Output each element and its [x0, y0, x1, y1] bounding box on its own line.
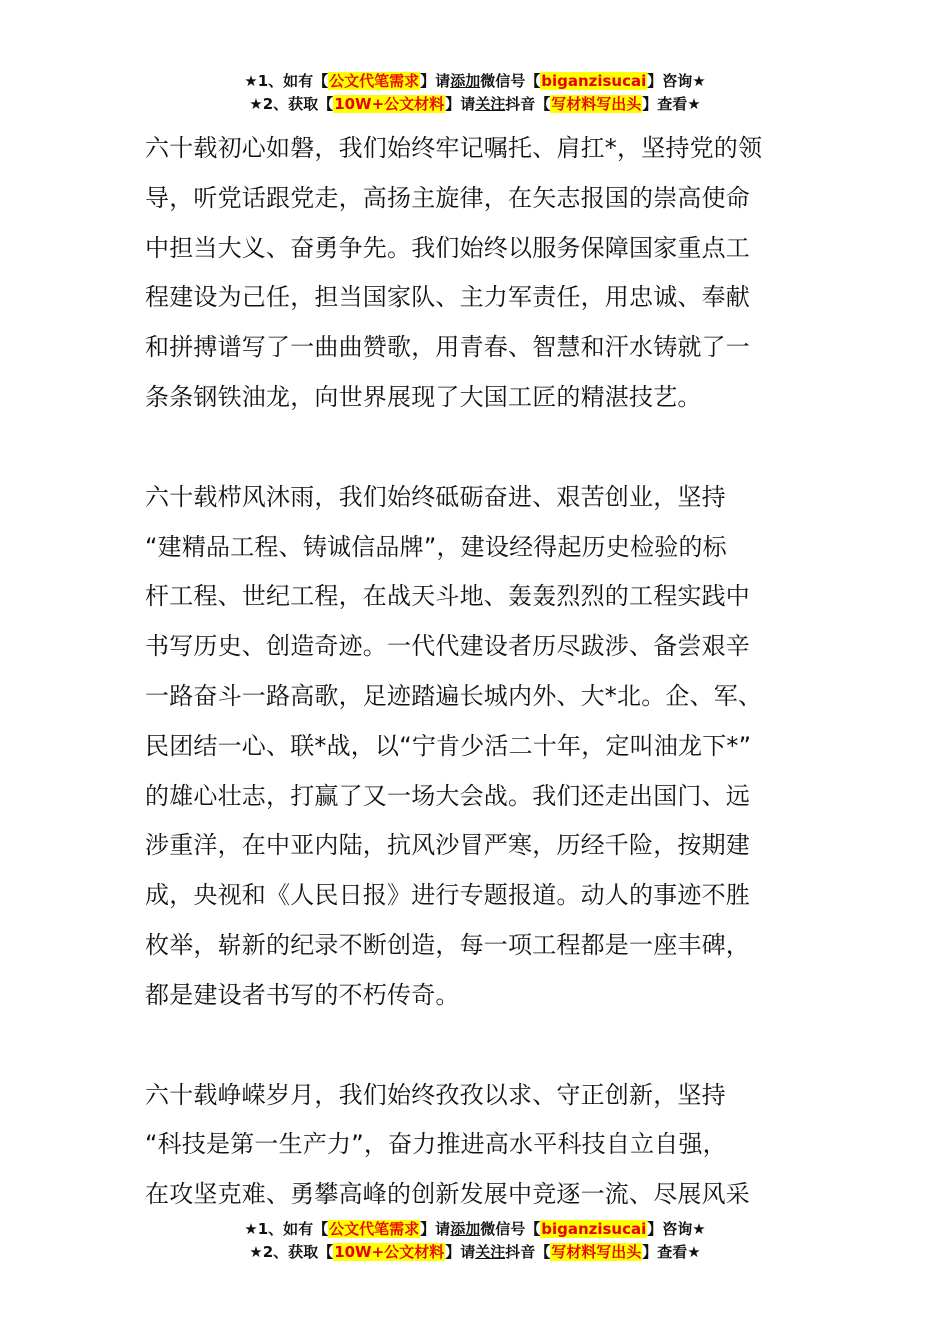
text-line: 程建设为己任，担当国家队、主力军责任，用忠诚、奉献: [145, 283, 750, 312]
text-line: 和拼搏谱写了一曲曲赞歌，用青春、智慧和汗水铸就了一: [145, 333, 750, 362]
text-line: 涉重洋，在中亚内陆，抗风沙冒严寒，历经千险，按期建: [145, 831, 750, 860]
banner-text: 】请: [445, 95, 476, 113]
text-line: 杆工程、世纪工程，在战天斗地、轰轰烈烈的工程实践中: [145, 582, 750, 611]
banner-underlined: 添加: [450, 72, 481, 90]
banner-highlight: 写材料写出头: [551, 1243, 642, 1261]
text-line: 一路奋斗一路高歌，足迹踏遍长城内外、大*北。企、军、: [145, 681, 763, 710]
text-line: 都是建设者书写的不朽传奇。: [145, 980, 460, 1009]
banner-line-2: [0, 1241, 950, 1264]
banner-highlight: biganzisucai: [541, 72, 647, 90]
text-line: 在攻坚克难、勇攀高峰的创新发展中竞逐一流、尽展风采: [145, 1180, 750, 1209]
paragraph-1: [145, 124, 810, 423]
banner-text: 】请: [445, 1243, 476, 1261]
banner-underlined: 关注: [475, 1243, 506, 1261]
text-line: 中担当大义、奋勇争先。我们始终以服务保障国家重点工: [145, 233, 750, 262]
text-line: 六十载栉风沐雨，我们始终砥砺奋进、艰苦创业，坚持: [145, 482, 726, 511]
text-line: “建精品工程、铸诚信品牌”，建设经得起历史检验的标: [145, 532, 727, 561]
text-line: 书写历史、创造奇迹。一代代建设者历尽跋涉、备尝艰辛: [145, 632, 750, 661]
star-icon: ★: [244, 72, 258, 90]
banner-text: 】咨询★: [647, 1220, 706, 1238]
banner-text: 1、如有【: [257, 1220, 329, 1238]
banner-text: 】请: [420, 1220, 451, 1238]
banner-text: 1、如有【: [257, 72, 329, 90]
banner-text: 微信号【: [480, 72, 541, 90]
banner-text: 抖音【: [505, 1243, 551, 1261]
banner-text: 2、获取【: [262, 95, 334, 113]
banner-highlight: 公文代笔需求: [329, 1220, 420, 1238]
text-line: 民团结一心、联*战，以“宁肯少活二十年，定叫油龙下*”: [145, 731, 752, 760]
banner-highlight: biganzisucai: [541, 1220, 647, 1238]
banner-line-1: [0, 70, 950, 93]
text-line: “科技是第一生产力”，奋力推进高水平科技自立自强，: [145, 1130, 727, 1159]
banner-line-1: [0, 1218, 950, 1241]
star-icon: ★: [249, 95, 263, 113]
banner-line-2: [0, 93, 950, 116]
text-line: 条条钢铁油龙，向世界展现了大国工匠的精湛技艺。: [145, 382, 702, 411]
text-line: 导，听党话跟党走，高扬主旋律，在矢志报国的崇高使命: [145, 183, 750, 212]
banner-highlight: 10W+公文材料: [334, 95, 445, 113]
banner-text: 抖音【: [505, 95, 551, 113]
text-line: 枚举，崭新的纪录不断创造，每一项工程都是一座丰碑，: [145, 930, 750, 959]
banner-text: 】查看★: [642, 1243, 701, 1261]
banner-text: 】查看★: [642, 95, 701, 113]
top-banner: [0, 70, 950, 116]
banner-text: 】咨询★: [647, 72, 706, 90]
bottom-banner: [0, 1218, 950, 1264]
text-line: 成，央视和《人民日报》进行专题报道。动人的事迹不胜: [145, 881, 750, 910]
banner-underlined: 添加: [450, 1220, 481, 1238]
star-icon: ★: [249, 1243, 263, 1261]
document-body: [145, 124, 810, 1270]
banner-underlined: 关注: [475, 95, 506, 113]
star-icon: ★: [244, 1220, 258, 1238]
banner-text: 微信号【: [480, 1220, 541, 1238]
text-line: 六十载初心如磐，我们始终牢记嘱托、肩扛*，坚持党的领: [145, 134, 763, 162]
banner-highlight: 写材料写出头: [551, 95, 642, 113]
paragraph-3: [145, 1071, 810, 1220]
text-line: 六十载峥嵘岁月，我们始终孜孜以求、守正创新，坚持: [145, 1080, 726, 1109]
banner-text: 2、获取【: [262, 1243, 334, 1261]
banner-highlight: 公文代笔需求: [329, 72, 420, 90]
text-line: 的雄心壮志，打赢了又一场大会战。我们还走出国门、远: [145, 781, 750, 810]
banner-highlight: 10W+公文材料: [334, 1243, 445, 1261]
banner-text: 】请: [420, 72, 451, 90]
paragraph-2: [145, 473, 810, 1021]
